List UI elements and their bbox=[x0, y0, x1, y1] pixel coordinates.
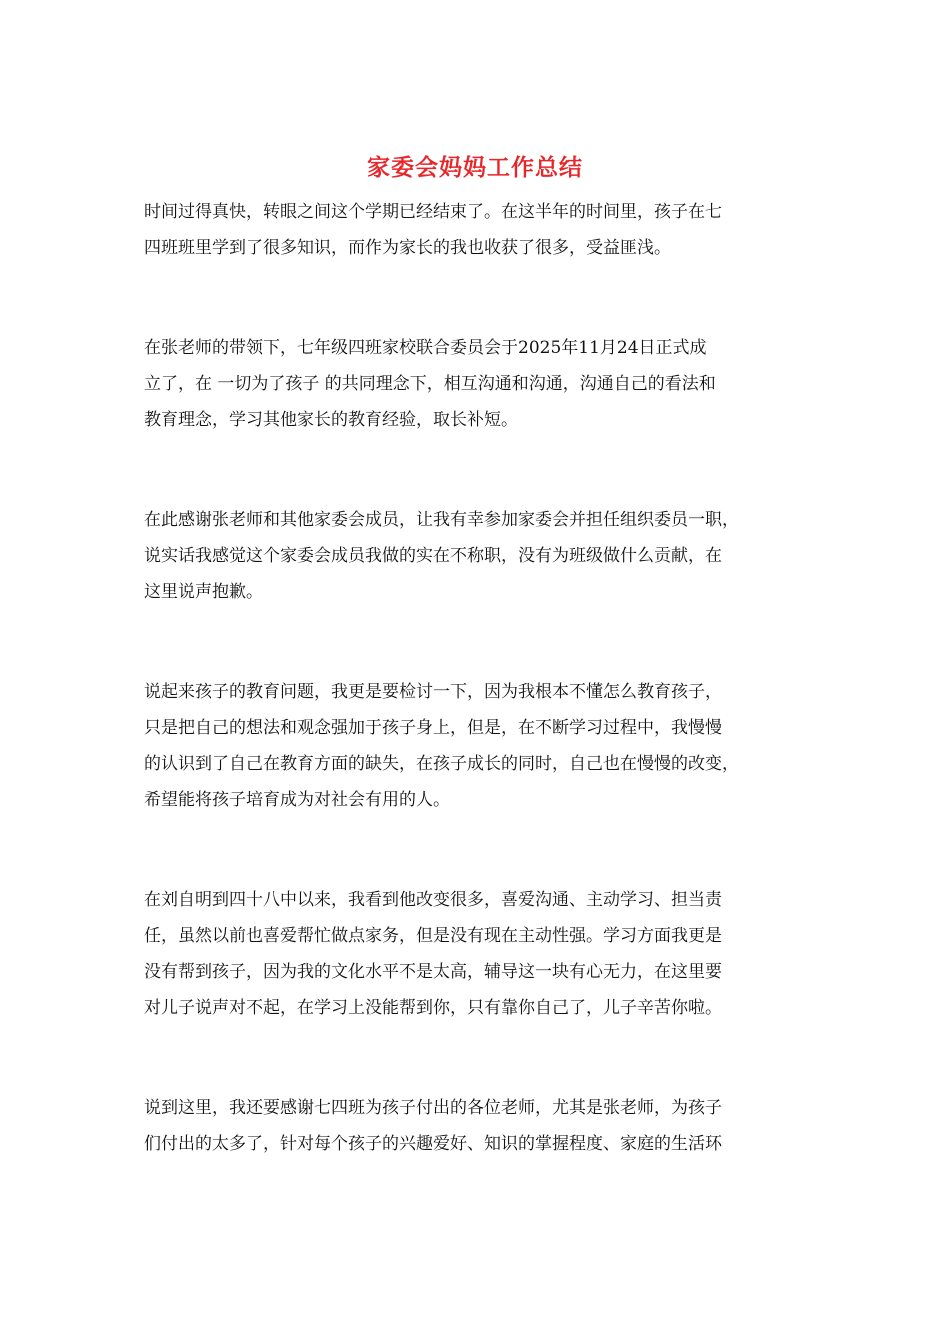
paragraph-5: 在刘自明到四十八中以来，我看到他改变很多，喜爱沟通、主动学习、担当责 任，虽然以前也喜爱帮忙做点家务，但是没有现在主动性强。学习方面我更是 没有帮到孩子，因为我的文化水平不是太高，辅导这一块有心无力，在这里要 对儿子说声对不起，在学习上没能帮到你，只有靠你自己了，儿子辛苦你啦。 bbox=[144, 890, 722, 1018]
paragraph-6: 说到这里，我还要感谢七四班为孩子付出的各位老师，尤其是张老师，为孩子 们付出的太多了，针对每个孩子的兴趣爱好、知识的掌握程度、家庭的生活环 bbox=[144, 1098, 722, 1154]
document-body bbox=[144, 194, 808, 1162]
paragraph-1: 时间过得真快，转眼之间这个学期已经结束了。在这半年的时间里，孩子在七 四班班里学到了很多知识，而作为家长的我也收获了很多，受益匪浅。 bbox=[144, 202, 722, 258]
document-title: 家委会妈妈工作总结 bbox=[367, 154, 583, 181]
paragraph-2: 在张老师的带领下，七年级四班家校联合委员会于2025年11月24日正式成 立了，在 一切为了孩子 的共同理念下，相互沟通和沟通，沟通自己的看法和 教育理念，学习其他家长的教育经验，取长补短。 bbox=[144, 338, 716, 430]
paragraph-3: 在此感谢张老师和其他家委会成员，让我有幸参加家委会并担任组织委员一职， 说实话我感觉这个家委会成员我做的实在不称职，没有为班级做什么贡献，在 这里说声抱歉。 bbox=[144, 510, 739, 602]
paragraph-4: 说起来孩子的教育问题，我更是要检讨一下，因为我根本不懂怎么教育孩子， 只是把自己的想法和观念强加于孩子身上，但是，在不断学习过程中，我慢慢 的认识到了自己在教育方面的缺失，在孩子成长的同时，自己也在慢慢的改变， 希望能将孩子培育成为对社会有用的人。 bbox=[144, 682, 739, 810]
